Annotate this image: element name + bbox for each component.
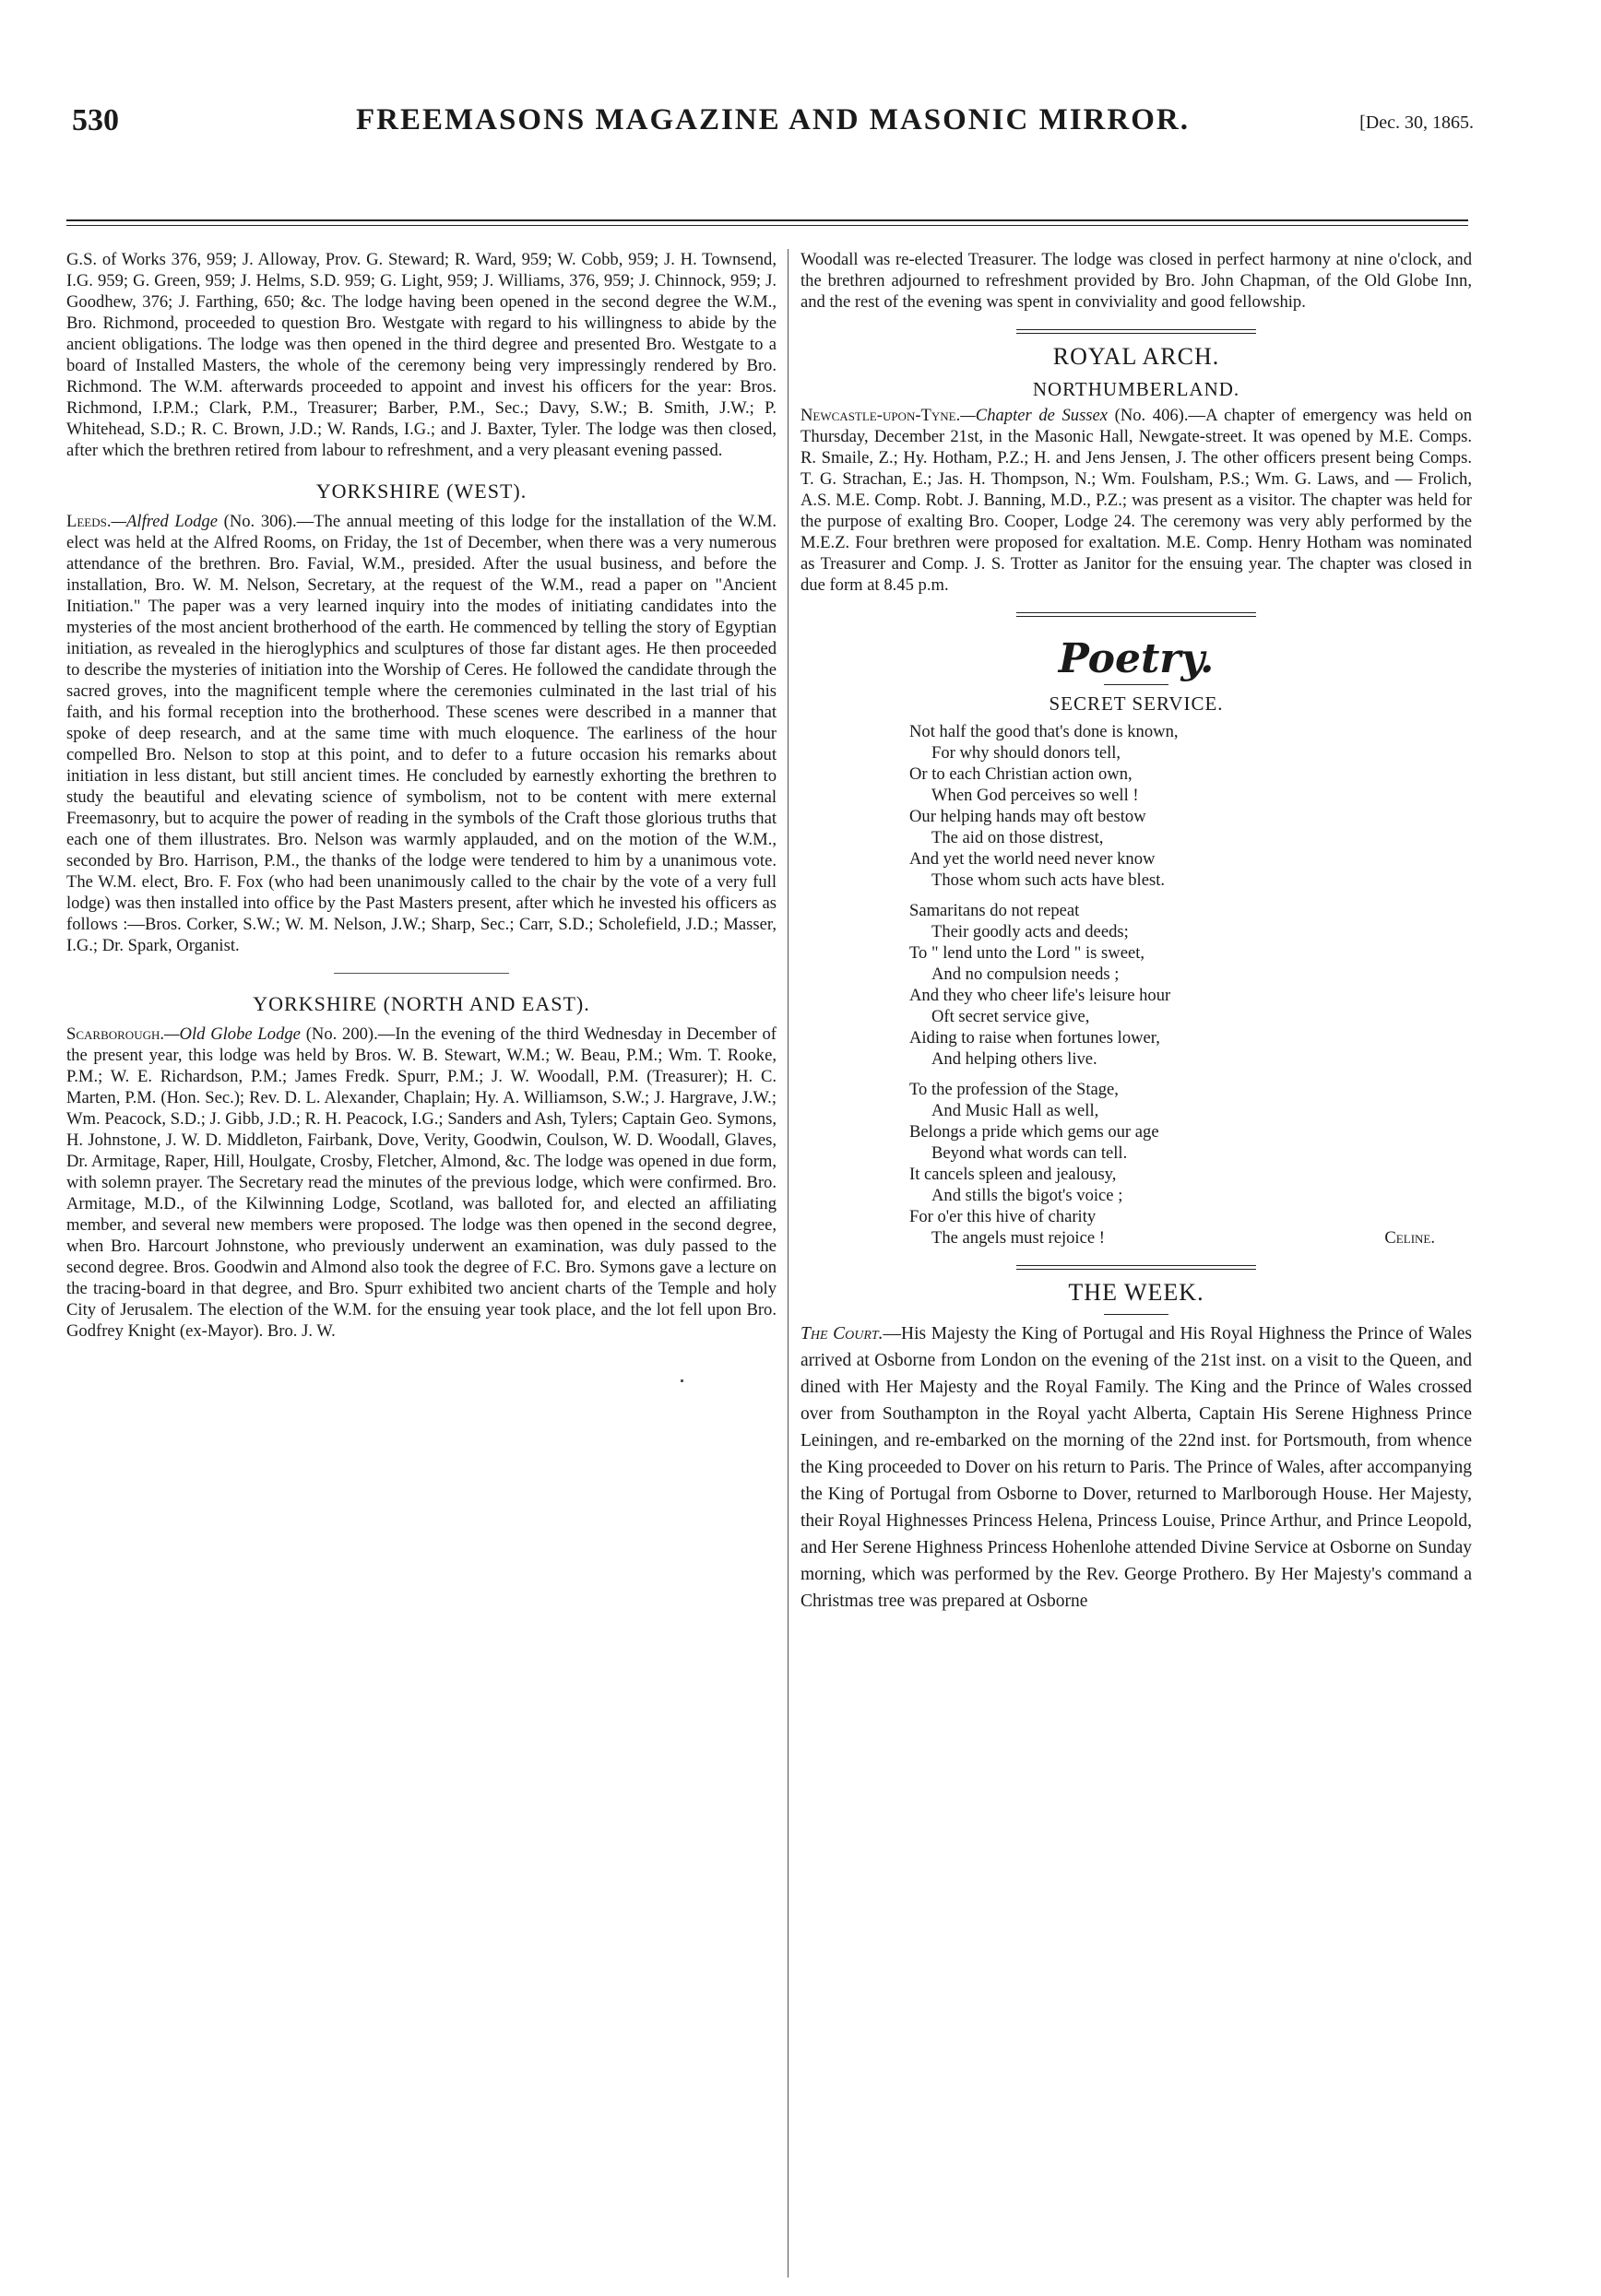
poem-line: When God perceives so well ! [931, 786, 1139, 805]
magazine-title: FREEMASONS MAGAZINE AND MASONIC MIRROR. [356, 103, 1190, 136]
yorkshire-north-east-report [66, 1024, 777, 1342]
poem-line: Not half the good that's done is known, [909, 722, 1179, 741]
poem-line: To the profession of the Stage, [909, 1080, 1119, 1099]
section-divider-week [1016, 1265, 1256, 1270]
poem-line: Belongs a pride which gems our age [909, 1122, 1159, 1142]
yorkshire-north-east-title: YORKSHIRE (NORTH AND EAST). [253, 992, 590, 1015]
poem-line: And Music Hall as well, [931, 1101, 1099, 1120]
royal-arch-text: (No. 406).—A chapter of emergency was held on Thursday, December 21st, in the Masonic Hall, Newgate-street. It was opened by M.E. Comps. R. Smaile, Z.; Hy. Hotham, P.Z.; H. and Jens Jensen, J. The other officers present being Comps. T. G. Strachan, E.; Jas. H. Thompson, N.; Wm. Foulsham, P.S.; Wm. G. Laws, and — Frolich, A.S. M.E. Comp. Robt. J. Banning, M.D., P.Z.; was present as a visitor. The chapter was held for the purpose of exalting Bro. Cooper, Lodge 24. The ceremony was very ably performed by the M.E.Z. Four brethren were proposed for exaltation. M.E. Comp. Henry Hotham was nominated as Treasurer and Comp. J. S. Trotter as Janitor for the ensuing year. The chapter was closed in due form at 8.45 p.m. [800, 406, 1472, 595]
stray-mark [681, 1379, 683, 1382]
poem [909, 721, 1472, 1249]
poetry-rule [1104, 684, 1168, 685]
header-rule-top [66, 219, 1468, 221]
poem-line: And helping others live. [931, 1049, 1097, 1069]
right-column [800, 249, 1472, 1615]
poem-line: For o'er this hive of charity [909, 1207, 1097, 1226]
poem-stanza-1 [909, 721, 1472, 891]
place-leeds: Leeds. [66, 512, 112, 531]
poem-line: The angels must rejoice ! [931, 1228, 1105, 1248]
chapter-de-sussex: —Chapter de Sussex [960, 406, 1109, 425]
poem-line: The aid on those distrest, [931, 828, 1104, 847]
poem-line: Oft secret service give, [931, 1007, 1090, 1026]
poem-line: Aiding to raise when fortunes lower, [909, 1028, 1160, 1047]
poem-line: Those whom such acts have blest. [931, 870, 1166, 890]
lodge-report-conclusion: Woodall was re-elected Treasurer. The lodge was closed in perfect harmony at nine o'clock, and the brethren adjourned to refreshment provided by Bro. John Chapman, of the Old Globe Inn, and the rest of the evening was spent in conviviality and good fellowship. [800, 250, 1472, 312]
poem-last-line [909, 1227, 1472, 1249]
column-divider [788, 249, 789, 2278]
week-rule [1104, 1314, 1168, 1315]
poem-author: Celine. [1384, 1228, 1435, 1248]
poem-title: SECRET SERVICE. [1049, 692, 1224, 715]
place-scarborough: Scarborough. [66, 1024, 165, 1044]
poem-line: Their goodly acts and deeds; [931, 922, 1129, 941]
header-rule-bottom [66, 225, 1468, 226]
section-divider-left [334, 973, 509, 974]
poem-line: Samaritans do not repeat [909, 901, 1080, 920]
poem-line: Or to each Christian action own, [909, 764, 1133, 784]
section-divider-poetry [1016, 612, 1256, 617]
poem-line: And no compulsion needs ; [931, 965, 1120, 984]
poem-stanza-2 [909, 900, 1472, 1070]
page-header [72, 103, 1474, 149]
the-court-lead: The Court. [800, 1324, 884, 1343]
page-number: 530 [72, 103, 119, 137]
left-column [66, 249, 777, 1342]
the-week-text: —His Majesty the King of Portugal and His Royal Highness the Prince of Wales arrived at Osborne from London on the evening of the 21st inst. on a visit to the Queen, and dined with Her Majesty and the Royal Family. The King and the Prince of Wales crossed over from Southampton in the Royal yacht Alberta, Captain His Serene Highness Prince Leiningen, and re-embarked on the morning of the 22nd inst. for Portsmouth, from whence the King proceeded to Dover on his return to Paris. The Prince of Wales, after accompanying the King of Portugal from Osborne to Dover, returned to Marlborough House. Her Majesty, their Royal Highnesses Princess Helena, Princess Louise, Prince Arthur, and Prince Leopold, and Her Serene Highness Princess Hohenlohe attended Divine Service at Osborne on Sunday morning, which was performed by the Rev. George Prothero. By Her Majesty's command a Christmas tree was prepared at Osborne [800, 1324, 1472, 1611]
royal-arch-title: ROYAL ARCH. [1052, 343, 1220, 370]
yorkshire-west-title: YORKSHIRE (WEST). [315, 479, 528, 503]
poem-line: And stills the bigot's voice ; [931, 1186, 1123, 1205]
royal-arch-report [800, 405, 1472, 596]
section-divider-royal-arch [1016, 329, 1256, 334]
northumberland-subtitle: NORTHUMBERLAND. [1032, 378, 1240, 400]
poetry-heading: Poetry. [1058, 635, 1215, 682]
lodge-report-continued: G.S. of Works 376, 959; J. Alloway, Prov. G. Steward; R. Ward, 959; W. Cobb, 959; J. H. Townsend, I.G. 959; G. Green, 959; J. Helms, S.D. 959; G. Light, 959; J. Williams, 376, 959; J. Chinnock, 959; J. Goodhew, 376; J. Farthing, 650; &c. The lodge having been opened in the second degree the W.M., Bro. Richmond, proceeded to question Bro. Westgate with regard to his willingness to abide by the ancient obligations. The lodge was then opened in the third degree and presented Bro. Westgate to a board of Installed Masters, the whole of the ceremony being very impressingly rendered by Bro. Richmond. The W.M. afterwards proceeded to appoint and invest his officers for the year: Bros. Richmond, I.P.M.; Clark, P.M., Treasurer; Barber, P.M., Sec.; Davy, S.W.; B. Smith, J.W.; P. Whitehead, S.D.; R. C. Brown, J.D.; W. Rands, I.G.; and J. Baxter, Tyler. The lodge was then closed, after which the brethren retired from labour to refreshment, and a very pleasant evening passed. [66, 250, 777, 460]
poem-line: Beyond what words can tell. [931, 1143, 1128, 1163]
yorkshire-west-report [66, 511, 777, 956]
poem-stanza-3 [909, 1079, 1472, 1249]
poem-line: For why should donors tell, [931, 743, 1121, 763]
place-newcastle: Newcastle-upon-Tyne. [800, 406, 961, 425]
issue-date: [Dec. 30, 1865. [1359, 112, 1474, 133]
yorkshire-west-text: (No. 306).—The annual meeting of this lodge for the installation of the W.M. elect was held at the Alfred Rooms, on Friday, the 1st of December, when there was a very numerous attendance of the brethren. Bro. Favial, W.M., presided. After the usual business, and before the installation, Bro. W. M. Nelson, Secretary, at the request of the W.M., read a paper on "Ancient Initiation." The paper was a very learned inquiry into the modes of initiating candidates into the mysteries of the most ancient brotherhood of the earth. He commenced by telling the story of Egyptian initiation, as revealed in the hieroglyphics and sculptures of those far distant ages. He then proceeded to describe the mysteries of initiation into the Worship of Ceres. He followed the candidate through the sacred groves, into the magnificent temple where the ceremonies culminated in the last trial of his faith, and his formal reception into the brotherhood. These scenes were described in a manner that spoke of deep research, and at the same time with much eloquence. The earliness of the hour compelled Bro. Nelson to stop at this point, and to defer to a future occasion his remarks about initiation in less distant, but still ancient times. He concluded by earnestly exhorting the brethren to study the beautiful and elevating science of symbolism, not to be content with mere external Freemasonry, but to acquire the power of reading in the symbols of the Craft those glorious truths that each one of them illustrates. Bro. Nelson was warmly applauded, and on the motion of the W.M., seconded by Bro. Harrison, P.M., the thanks of the lodge were tendered to him by a unanimous vote. The W.M. elect, Bro. F. Fox (who had been unanimously called to the chair by the vote of a very full lodge) was then installed into office by the Past Masters present, after which he invested his officers as follows :—Bros. Corker, S.W.; W. M. Nelson, J.W.; Sharp, Sec.; Carr, S.D.; Scholefield, J.D.; Masser, I.G.; Dr. Spark, Organist. [66, 512, 777, 955]
poem-line: And yet the world need never know [909, 849, 1156, 869]
old-globe-lodge: —Old Globe Lodge [164, 1024, 301, 1044]
poem-line: It cancels spleen and jealousy, [909, 1165, 1117, 1184]
the-week-report [800, 1320, 1472, 1615]
yorkshire-north-east-text: (No. 200).—In the evening of the third Wednesday in December of the present year, this lodge was held by Bros. W. B. Stewart, W.M.; W. Beau, P.M.; Wm. T. Rooke, P.M.; W. E. Richardson, P.M.; James Fredk. Spurr, P.M.; J. W. Woodall, P.M. (Treasurer); H. C. Marten, P.M. (Hon. Sec.); Rev. D. L. Alexander, Chaplain; Hy. A. Williamson, S.W.; J. Hargrave, J.W.; Wm. Peacock, S.D.; J. Gibb, J.D.; R. H. Peacock, I.G.; Sanders and Ash, Tylers; Captain Geo. Symons, H. Johnstone, J. W. D. Middleton, Fairbank, Dove, Verity, Goodwin, Coulson, W. D. Woodall, Glaves, Dr. Armitage, Raper, Hill, Houlgate, Crosby, Fletcher, Almond, &c. The lodge was opened in due form, with solemn prayer. The Secretary read the minutes of the previous lodge, which were confirmed. Bro. Armitage, M.D., of the Kilwinning Lodge, Scotland, was balloted for, and elected an affiliating member, and several new members were proposed. The lodge was then opened in the second degree, when Bro. Harcourt Johnstone, who previously underwent an examination, was duly passed to the second degree. Bros. Goodwin and Almond also took the degree of F.C. Bro. Symons gave a lecture on the tracing-board in that degree, and Bro. Spurr exhibited two ancient charts of the Temple and holy City of Jerusalem. The election of the W.M. for the ensuing year took place, and the lot fell upon Bro. Godfrey Knight (ex-Mayor). Bro. J. W. [66, 1024, 777, 1341]
poem-line: Our helping hands may oft bestow [909, 807, 1146, 826]
alfred-lodge: —Alfred Lodge [111, 512, 218, 531]
poem-line: To " lend unto the Lord " is sweet, [909, 943, 1145, 963]
the-week-title: THE WEEK. [1068, 1279, 1204, 1306]
poem-line: And they who cheer life's leisure hour [909, 986, 1171, 1005]
